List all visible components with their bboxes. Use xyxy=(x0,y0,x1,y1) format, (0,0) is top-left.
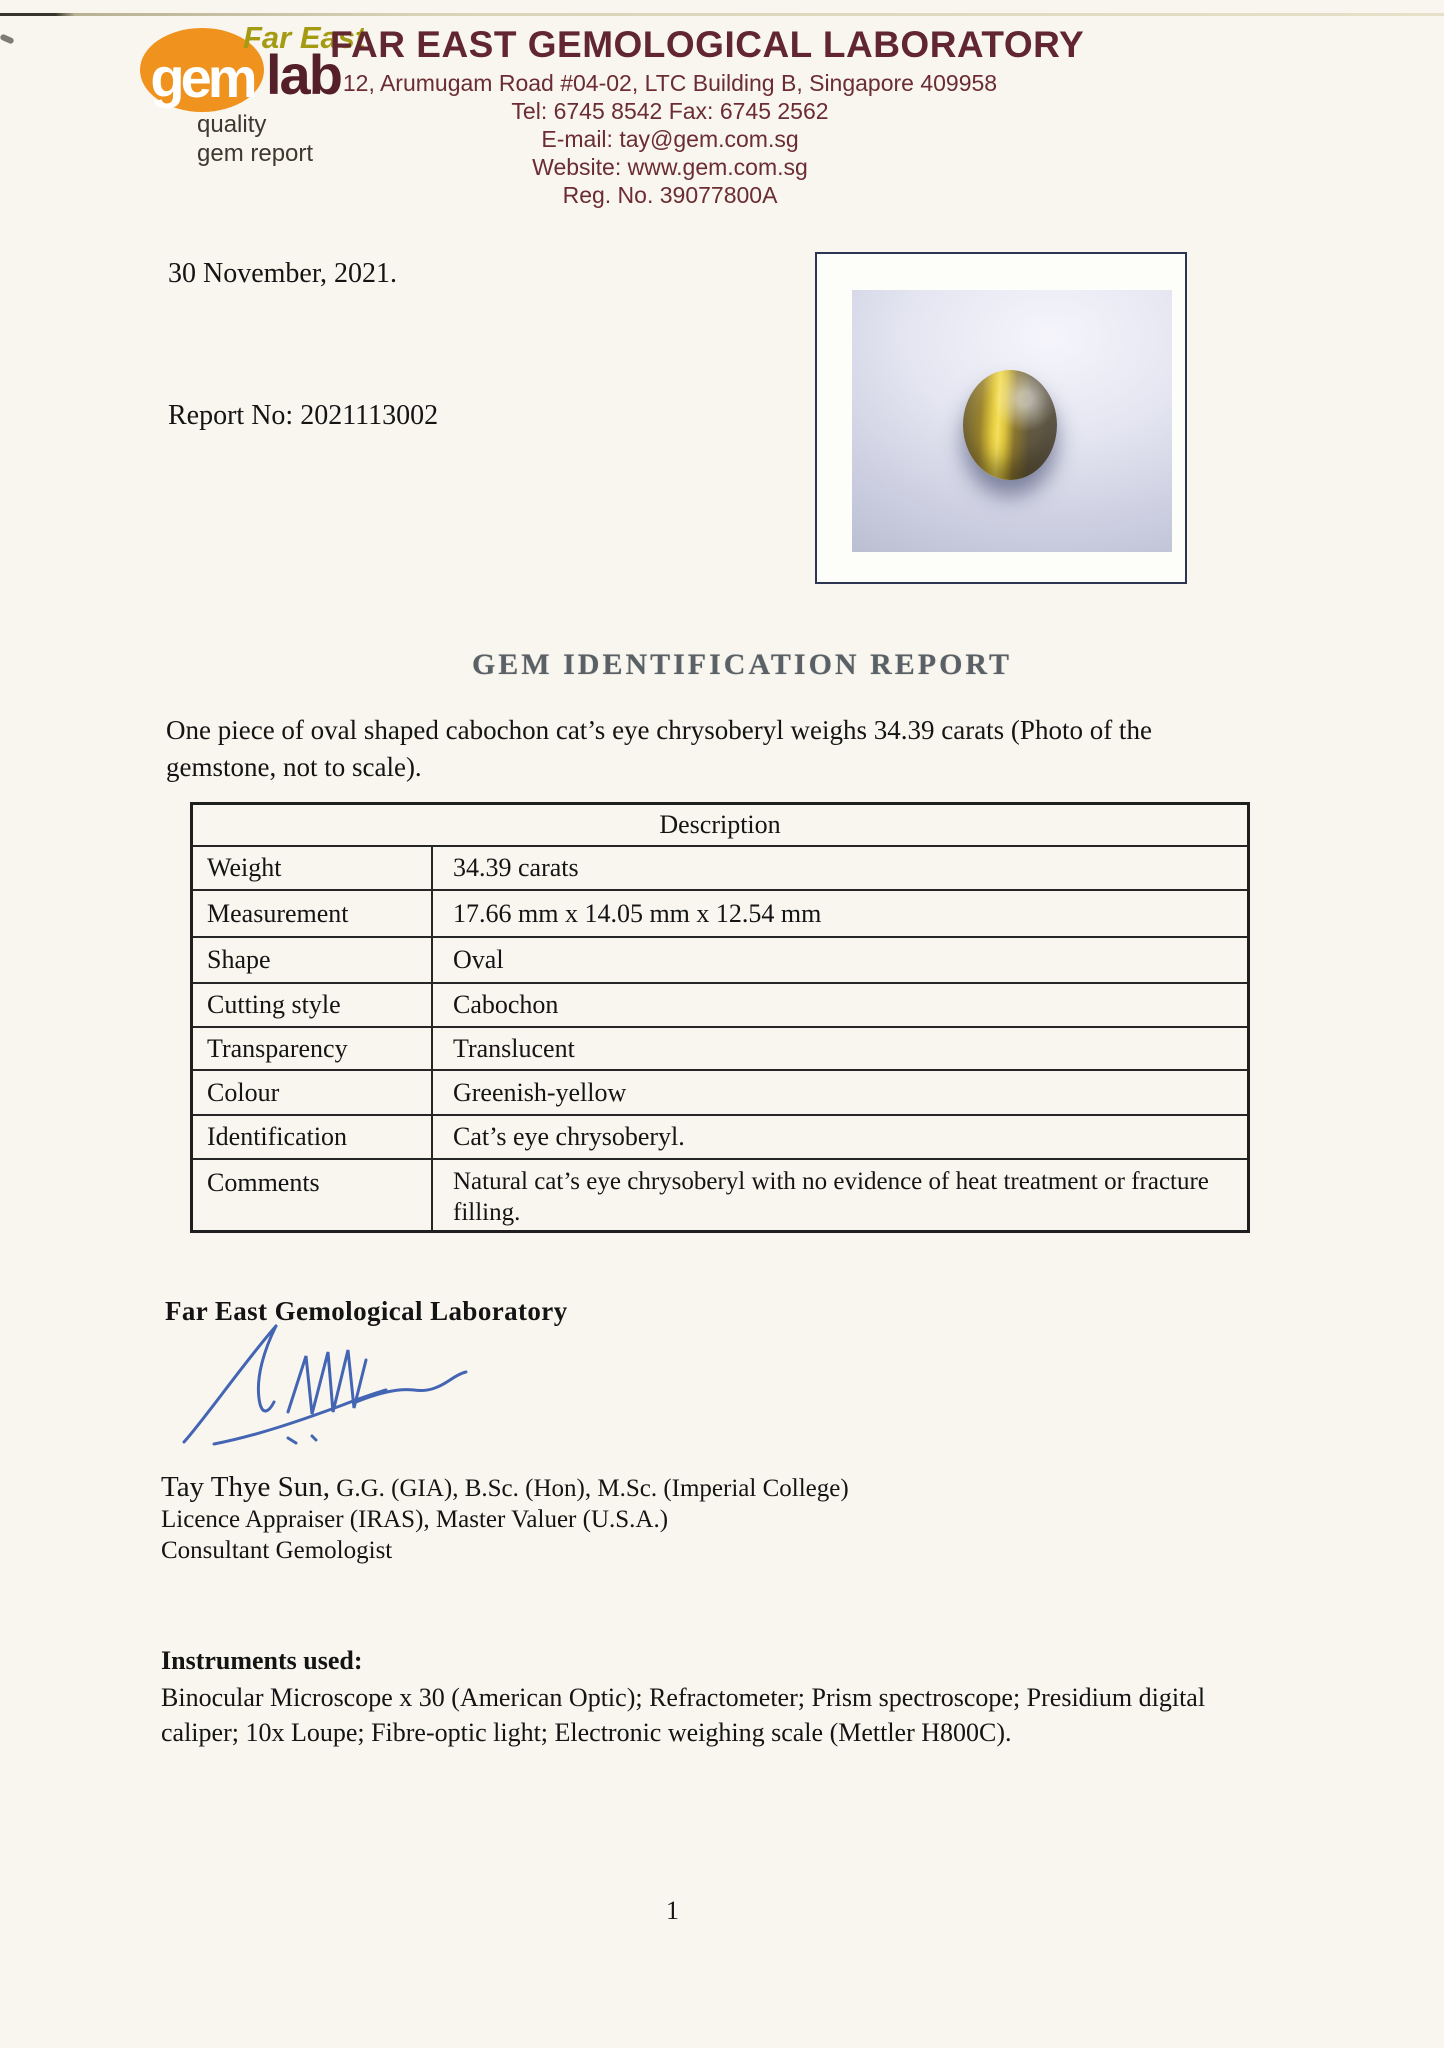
signer-name: Tay Thye Sun, xyxy=(161,1471,331,1503)
scan-edge-line xyxy=(0,13,1444,16)
signer-credentials: Licence Appraiser (IRAS), Master Valuer (U.S.A.) xyxy=(161,1506,669,1533)
stamp-title: GEM IDENTIFICATION REPORT xyxy=(471,648,1013,681)
table-row-label: Colour xyxy=(193,1071,433,1114)
lab-reg-no: Reg. No. 39077800A xyxy=(562,182,778,208)
handwritten-signature xyxy=(170,1312,530,1452)
lab-website: Website: www.gem.com.sg xyxy=(532,154,808,180)
gem-photo xyxy=(852,290,1172,552)
logo-gem-text: gem xyxy=(150,45,254,109)
table-row-value: Oval xyxy=(453,945,504,974)
logo-far-east-text: Far East xyxy=(243,20,366,55)
report-number: Report No: 2021113002 xyxy=(168,400,439,431)
table-row-label: Transparency xyxy=(193,1028,433,1069)
table-row-label: Identification xyxy=(193,1116,433,1158)
lab-phone-fax: Tel: 6745 8542 Fax: 6745 2562 xyxy=(511,98,829,124)
stamp-title-wrap xyxy=(40,648,1444,682)
table-row-label: Comments xyxy=(193,1160,433,1230)
scan-corner-mark xyxy=(0,33,15,44)
table-row-value: Cabochon xyxy=(453,990,559,1019)
instruments-list: Binocular Microscope x 30 (American Optic); Refractometer; Prism spectroscope; Presidium digital caliper; 10x Loupe; Fibre-optic light; Electronic weighing scale (Mettler H800C). xyxy=(161,1683,1206,1747)
logo-tagline-line1: quality xyxy=(197,111,267,138)
table-row xyxy=(193,1158,1247,1230)
lab-title: FAR EAST GEMOLOGICAL LABORATORY xyxy=(330,24,1085,65)
table-row xyxy=(193,1026,1247,1069)
signer-credentials-block xyxy=(161,1472,849,1566)
table-row-value: Translucent xyxy=(453,1033,575,1063)
gem-photo-frame xyxy=(815,252,1187,584)
logo-lab-text: lab xyxy=(266,43,341,106)
table-row-value: Cat’s eye chrysoberyl. xyxy=(453,1122,685,1151)
table-row-value: Greenish-yellow xyxy=(453,1077,627,1107)
table-row xyxy=(193,889,1247,936)
signing-lab-name: Far East Gemological Laboratory xyxy=(165,1296,568,1326)
report-summary: One piece of oval shaped cabochon cat’s eye chrysoberyl weighs 34.39 carats (Photo of the gemstone, not to scale). xyxy=(166,715,1152,782)
table-row-label: Cutting style xyxy=(193,984,433,1026)
table-row-value: 17.66 mm x 14.05 mm x 12.54 mm xyxy=(453,898,822,928)
instruments-heading: Instruments used: xyxy=(161,1646,363,1675)
table-row-value: 34.39 carats xyxy=(453,853,579,882)
table-row xyxy=(193,936,1247,982)
logo-tagline-line2: gem report xyxy=(197,140,314,167)
table-row xyxy=(193,845,1247,889)
cats-eye-gem-image xyxy=(963,370,1057,480)
signer-qualifications: G.G. (GIA), B.Sc. (Hon), M.Sc. (Imperial College) xyxy=(330,1475,849,1502)
signer-role: Consultant Gemologist xyxy=(161,1537,393,1564)
table-row-label: Weight xyxy=(193,847,433,889)
letterhead xyxy=(330,24,1085,209)
lab-email: E-mail: tay@gem.com.sg xyxy=(541,126,799,152)
description-table xyxy=(190,802,1250,1233)
table-row-label: Measurement xyxy=(193,891,433,936)
signer-line xyxy=(161,1472,849,1504)
table-header: Description xyxy=(659,810,781,839)
page-number: 1 xyxy=(666,1896,679,1925)
lab-address: 12, Arumugam Road #04-02, LTC Building B, Singapore 409958 xyxy=(342,70,998,96)
table-row-value: Natural cat’s eye chrysoberyl with no evidence of heat treatment or fracture filling. xyxy=(453,1168,1209,1226)
table-row xyxy=(193,982,1247,1026)
table-row xyxy=(193,1069,1247,1114)
logo-tagline xyxy=(197,110,313,168)
report-date: 30 November, 2021. xyxy=(168,258,398,289)
table-row xyxy=(193,1114,1247,1158)
table-row-label: Shape xyxy=(193,938,433,982)
